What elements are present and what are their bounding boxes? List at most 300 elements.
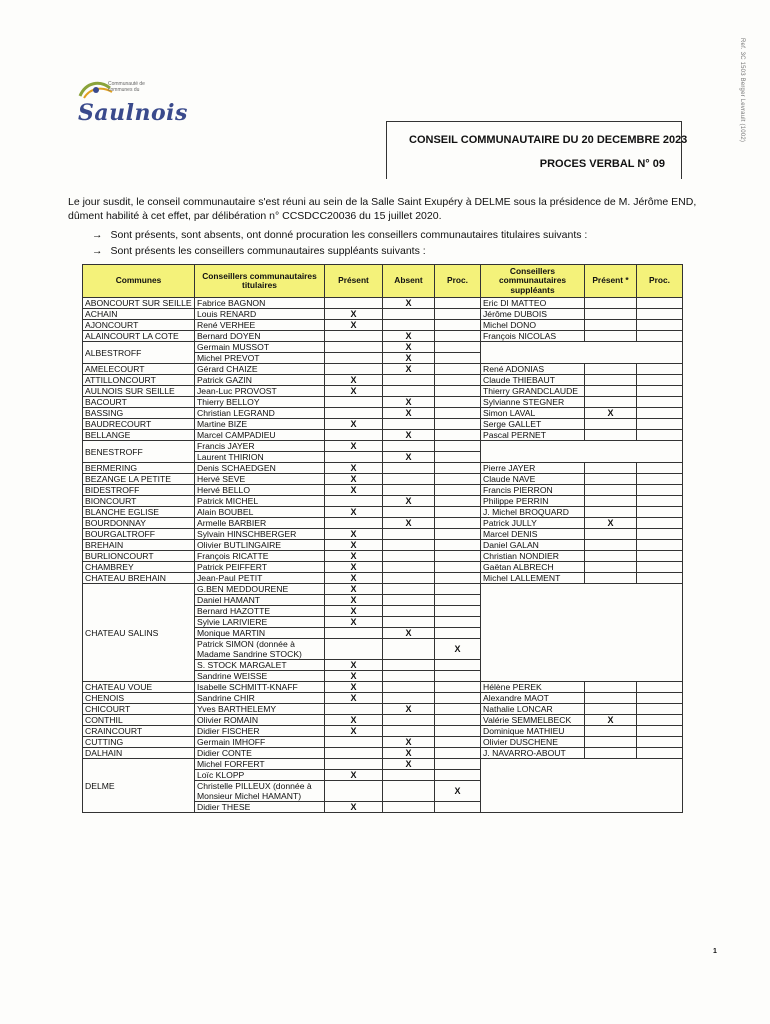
table-row <box>83 375 683 386</box>
suppleant-name-cell: Valérie SEMMELBECK <box>481 715 585 726</box>
present-mark-cell: X <box>325 375 383 386</box>
suppleant-present-cell <box>585 704 637 715</box>
proc-mark-cell <box>435 562 481 573</box>
titulaire-name-cell: Monique MARTIN <box>195 628 325 639</box>
absent-mark-cell <box>383 682 435 693</box>
commune-cell: CHATEAU BREHAIN <box>83 573 195 584</box>
titulaire-name-cell: Hervé BELLO <box>195 485 325 496</box>
absent-mark-cell <box>383 507 435 518</box>
titulaire-name-cell: S. STOCK MARGALET <box>195 660 325 671</box>
present-mark-cell: X <box>325 507 383 518</box>
suppleant-proc-cell <box>637 518 683 529</box>
suppleant-proc-cell <box>637 529 683 540</box>
suppleant-proc-cell <box>637 309 683 320</box>
proc-mark-cell <box>435 617 481 628</box>
absent-mark-cell <box>383 781 435 802</box>
logo-name: Saulnois <box>78 100 188 126</box>
titulaire-name-cell: Louis RENARD <box>195 309 325 320</box>
commune-cell: CRAINCOURT <box>83 726 195 737</box>
titulaire-name-cell: Sandrine CHIR <box>195 693 325 704</box>
proc-mark-cell <box>435 353 481 364</box>
suppleant-name-cell: J. NAVARRO-ABOUT <box>481 748 585 759</box>
suppleant-name-cell: Marcel DENIS <box>481 529 585 540</box>
suppleant-proc-cell <box>637 573 683 584</box>
commune-cell: BELLANGE <box>83 430 195 441</box>
suppleant-present-cell <box>585 430 637 441</box>
proc-mark-cell: X <box>435 639 481 660</box>
suppleant-present-cell <box>585 419 637 430</box>
proc-mark-cell <box>435 715 481 726</box>
proc-mark-cell <box>435 320 481 331</box>
proc-mark-cell <box>435 770 481 781</box>
proc-mark-cell <box>435 518 481 529</box>
titulaire-name-cell: Jean-Luc PROVOST <box>195 386 325 397</box>
present-mark-cell <box>325 353 383 364</box>
titulaire-name-cell: François RICATTE <box>195 551 325 562</box>
attendance-table <box>82 264 683 813</box>
suppleant-proc-cell <box>637 551 683 562</box>
proc-mark-cell <box>435 693 481 704</box>
suppleant-name-cell: Michel LALLEMENT <box>481 573 585 584</box>
absent-mark-cell: X <box>383 759 435 770</box>
absent-mark-cell: X <box>383 496 435 507</box>
suppleant-name-cell: Pascal PERNET <box>481 430 585 441</box>
absent-mark-cell <box>383 715 435 726</box>
commune-cell: BOURDONNAY <box>83 518 195 529</box>
suppleant-present-cell <box>585 298 637 309</box>
suppleant-proc-cell <box>637 562 683 573</box>
suppleant-name-cell: Dominique MATHIEU <box>481 726 585 737</box>
proc-mark-cell <box>435 802 481 813</box>
suppleant-present-cell <box>585 726 637 737</box>
page-number: 1 <box>713 948 717 955</box>
proc-mark-cell <box>435 606 481 617</box>
present-mark-cell <box>325 430 383 441</box>
titulaire-name-cell: Hervé SEVE <box>195 474 325 485</box>
titulaire-name-cell: Thierry BELLOY <box>195 397 325 408</box>
absent-mark-cell <box>383 802 435 813</box>
suppleant-name-cell: Sylvianne STEGNER <box>481 397 585 408</box>
present-mark-cell: X <box>325 474 383 485</box>
present-mark-cell <box>325 628 383 639</box>
absent-mark-cell: X <box>383 397 435 408</box>
present-mark-cell: X <box>325 540 383 551</box>
proc-mark-cell <box>435 452 481 463</box>
suppleant-present-cell <box>585 320 637 331</box>
suppleant-proc-cell <box>637 408 683 419</box>
header-sup-present: Présent * <box>585 265 637 298</box>
proc-mark-cell <box>435 309 481 320</box>
intro-paragraph: Le jour susdit, le conseil communautaire s'est réuni au sein de la Salle Saint Exupéry à DELME sous la présidence de M. Jérôme END, dûment habilité à cet effet, par délibération n° CCSDCC20036 du 15 juillet 2020. <box>68 196 697 222</box>
header-suppleants: Conseillers communautaires suppléants <box>481 265 585 298</box>
absent-mark-cell <box>383 573 435 584</box>
titulaire-name-cell: Armelle BARBIER <box>195 518 325 529</box>
proc-mark-cell <box>435 682 481 693</box>
absent-mark-cell: X <box>383 704 435 715</box>
titulaire-name-cell: Christelle PILLEUX (donnée à Monsieur Michel HAMANT) <box>195 781 325 802</box>
commune-cell: BACOURT <box>83 397 195 408</box>
suppleant-present-cell: X <box>585 715 637 726</box>
titulaire-name-cell: Patrick PEIFFERT <box>195 562 325 573</box>
titulaire-name-cell: Germain IMHOFF <box>195 737 325 748</box>
absent-mark-cell <box>383 320 435 331</box>
commune-cell: BIDESTROFF <box>83 485 195 496</box>
titulaire-name-cell: G.BEN MEDDOURENE <box>195 584 325 595</box>
arrow-icon: → <box>92 229 103 241</box>
table-row <box>83 693 683 704</box>
suppleant-name-cell: Patrick JULLY <box>481 518 585 529</box>
suppleant-present-cell <box>585 551 637 562</box>
suppleant-name-cell: Hélène PEREK <box>481 682 585 693</box>
suppleant-proc-cell <box>637 298 683 309</box>
table-row <box>83 331 683 342</box>
commune-cell: CHATEAU VOUE <box>83 682 195 693</box>
proc-mark-cell <box>435 551 481 562</box>
proc-mark-cell <box>435 430 481 441</box>
suppleant-empty-cell <box>481 584 683 682</box>
suppleant-present-cell <box>585 375 637 386</box>
header-proc: Proc. <box>435 265 481 298</box>
proc-mark-cell <box>435 671 481 682</box>
suppleant-proc-cell <box>637 693 683 704</box>
present-mark-cell: X <box>325 660 383 671</box>
suppleant-name-cell: Francis PIERRON <box>481 485 585 496</box>
header-present: Présent <box>325 265 383 298</box>
present-mark-cell: X <box>325 551 383 562</box>
present-mark-cell: X <box>325 606 383 617</box>
commune-cell: CHAMBREY <box>83 562 195 573</box>
proc-mark-cell <box>435 463 481 474</box>
commune-cell: BIONCOURT <box>83 496 195 507</box>
suppleant-empty-cell <box>481 441 683 463</box>
table-row <box>83 408 683 419</box>
present-mark-cell <box>325 496 383 507</box>
present-mark-cell <box>325 364 383 375</box>
absent-mark-cell: X <box>383 518 435 529</box>
suppleant-name-cell: Eric DI MATTEO <box>481 298 585 309</box>
proc-mark-cell <box>435 364 481 375</box>
suppleant-name-cell: Simon LAVAL <box>481 408 585 419</box>
proc-mark-cell <box>435 737 481 748</box>
titulaire-name-cell: Martine BIZE <box>195 419 325 430</box>
absent-mark-cell: X <box>383 298 435 309</box>
absent-mark-cell <box>383 693 435 704</box>
proc-mark-cell <box>435 474 481 485</box>
titulaire-name-cell: Gérard CHAIZE <box>195 364 325 375</box>
titulaire-name-cell: Laurent THIRION <box>195 452 325 463</box>
commune-cell: BURLIONCOURT <box>83 551 195 562</box>
commune-cell: BENESTROFF <box>83 441 195 463</box>
table-row <box>83 430 683 441</box>
proc-mark-cell <box>435 726 481 737</box>
present-mark-cell: X <box>325 485 383 496</box>
suppleant-name-cell: Claude NAVE <box>481 474 585 485</box>
table-row <box>83 496 683 507</box>
proc-mark-cell <box>435 485 481 496</box>
present-mark-cell <box>325 298 383 309</box>
table-row <box>83 441 683 452</box>
suppleant-proc-cell <box>637 364 683 375</box>
present-mark-cell <box>325 748 383 759</box>
commune-cell: CONTHIL <box>83 715 195 726</box>
table-row <box>83 748 683 759</box>
suppleant-present-cell: X <box>585 518 637 529</box>
proc-mark-cell <box>435 584 481 595</box>
present-mark-cell: X <box>325 693 383 704</box>
absent-mark-cell <box>383 485 435 496</box>
proc-mark-cell <box>435 441 481 452</box>
titulaire-name-cell: Bernard DOYEN <box>195 331 325 342</box>
titulaire-name-cell: René VERHEE <box>195 320 325 331</box>
saulnois-logo <box>76 78 186 128</box>
present-mark-cell <box>325 452 383 463</box>
proc-mark-cell <box>435 540 481 551</box>
absent-mark-cell: X <box>383 331 435 342</box>
titulaire-name-cell: Patrick MICHEL <box>195 496 325 507</box>
suppleant-name-cell: Nathalie LONCAR <box>481 704 585 715</box>
table-row <box>83 704 683 715</box>
present-mark-cell <box>325 759 383 770</box>
proc-mark-cell <box>435 759 481 770</box>
titulaire-name-cell: Yves BARTHELEMY <box>195 704 325 715</box>
proc-mark-cell <box>435 704 481 715</box>
titulaire-name-cell: Didier CONTE <box>195 748 325 759</box>
absent-mark-cell <box>383 419 435 430</box>
suppleant-present-cell <box>585 748 637 759</box>
absent-mark-cell <box>383 309 435 320</box>
present-mark-cell: X <box>325 562 383 573</box>
side-reference: Ref. 3C 1503 Berger Levrault (1002) <box>739 38 745 143</box>
table-row <box>83 474 683 485</box>
suppleant-name-cell: Philippe PERRIN <box>481 496 585 507</box>
titulaire-name-cell: Fabrice BAGNON <box>195 298 325 309</box>
titulaire-name-cell: Francis JAYER <box>195 441 325 452</box>
table-row <box>83 737 683 748</box>
arrow-line-titulaires <box>92 229 587 241</box>
proc-mark-cell <box>435 595 481 606</box>
table-row <box>83 419 683 430</box>
titulaire-name-cell: Michel PREVOT <box>195 353 325 364</box>
absent-mark-cell <box>383 441 435 452</box>
header-titulaires: Conseillers communautaires titulaires <box>195 265 325 298</box>
commune-cell: BLANCHE EGLISE <box>83 507 195 518</box>
suppleant-present-cell <box>585 562 637 573</box>
suppleant-name-cell: Daniel GALAN <box>481 540 585 551</box>
suppleant-proc-cell <box>637 320 683 331</box>
absent-mark-cell <box>383 671 435 682</box>
titulaire-name-cell: Didier THESE <box>195 802 325 813</box>
commune-cell: ALAINCOURT LA COTE <box>83 331 195 342</box>
titulaire-name-cell: Patrick GAZIN <box>195 375 325 386</box>
suppleant-proc-cell <box>637 715 683 726</box>
titulaire-name-cell: Bernard HAZOTTE <box>195 606 325 617</box>
commune-cell: DALHAIN <box>83 748 195 759</box>
suppleant-empty-cell <box>481 759 683 813</box>
titulaire-name-cell: Loïc KLOPP <box>195 770 325 781</box>
proc-mark-cell <box>435 748 481 759</box>
proc-mark-cell <box>435 529 481 540</box>
present-mark-cell: X <box>325 529 383 540</box>
table-row <box>83 320 683 331</box>
commune-cell: ALBESTROFF <box>83 342 195 364</box>
titulaire-name-cell: Isabelle SCHMITT-KNAFF <box>195 682 325 693</box>
proc-mark-cell <box>435 331 481 342</box>
suppleant-proc-cell <box>637 419 683 430</box>
commune-cell: CHENOIS <box>83 693 195 704</box>
absent-mark-cell <box>383 562 435 573</box>
titulaire-name-cell: Daniel HAMANT <box>195 595 325 606</box>
titulaire-name-cell: Sandrine WEISSE <box>195 671 325 682</box>
present-mark-cell: X <box>325 573 383 584</box>
titulaire-name-cell: Sylvain HINSCHBERGER <box>195 529 325 540</box>
suppleant-empty-cell <box>481 342 683 364</box>
titulaire-name-cell: Michel FORFERT <box>195 759 325 770</box>
present-mark-cell <box>325 704 383 715</box>
absent-mark-cell <box>383 540 435 551</box>
proc-mark-cell <box>435 628 481 639</box>
table-row <box>83 309 683 320</box>
suppleant-name-cell: Serge GALLET <box>481 419 585 430</box>
suppleant-proc-cell <box>637 386 683 397</box>
present-mark-cell: X <box>325 726 383 737</box>
present-mark-cell: X <box>325 463 383 474</box>
absent-mark-cell <box>383 770 435 781</box>
table-row <box>83 540 683 551</box>
suppleant-name-cell: René ADONIAS <box>481 364 585 375</box>
absent-mark-cell <box>383 595 435 606</box>
absent-mark-cell: X <box>383 342 435 353</box>
proc-mark-cell <box>435 408 481 419</box>
header-absent: Absent <box>383 265 435 298</box>
present-mark-cell <box>325 737 383 748</box>
header-sup-proc: Proc. <box>637 265 683 298</box>
present-mark-cell: X <box>325 682 383 693</box>
absent-mark-cell <box>383 375 435 386</box>
present-mark-cell <box>325 518 383 529</box>
suppleant-proc-cell <box>637 748 683 759</box>
suppleant-name-cell: J. Michel BROQUARD <box>481 507 585 518</box>
absent-mark-cell <box>383 617 435 628</box>
table-row <box>83 759 683 770</box>
title-box <box>386 121 688 179</box>
present-mark-cell: X <box>325 671 383 682</box>
suppleant-proc-cell <box>637 375 683 386</box>
suppleant-present-cell <box>585 397 637 408</box>
suppleant-proc-cell <box>637 507 683 518</box>
suppleant-proc-cell <box>637 397 683 408</box>
absent-mark-cell <box>383 726 435 737</box>
commune-cell: BOURGALTROFF <box>83 529 195 540</box>
table-row <box>83 529 683 540</box>
document-subtitle: PROCES VERBAL N° 09 <box>539 158 665 170</box>
suppleant-name-cell: Christian NONDIER <box>481 551 585 562</box>
suppleant-name-cell: Alexandre MAOT <box>481 693 585 704</box>
titulaire-name-cell: Sylvie LARIVIERE <box>195 617 325 628</box>
absent-mark-cell <box>383 529 435 540</box>
suppleant-proc-cell <box>637 331 683 342</box>
absent-mark-cell: X <box>383 408 435 419</box>
titulaire-name-cell: Olivier ROMAIN <box>195 715 325 726</box>
present-mark-cell <box>325 331 383 342</box>
proc-mark-cell <box>435 386 481 397</box>
present-mark-cell: X <box>325 770 383 781</box>
arrow-line-text: Sont présents les conseillers communautaires suppléants suivants : <box>110 245 426 257</box>
present-mark-cell: X <box>325 584 383 595</box>
table-row <box>83 507 683 518</box>
table-row <box>83 584 683 595</box>
titulaire-name-cell: Jean-Paul PETIT <box>195 573 325 584</box>
table-row <box>83 298 683 309</box>
absent-mark-cell <box>383 474 435 485</box>
absent-mark-cell: X <box>383 364 435 375</box>
absent-mark-cell: X <box>383 748 435 759</box>
suppleant-present-cell <box>585 463 637 474</box>
titulaire-name-cell: Germain MUSSOT <box>195 342 325 353</box>
commune-cell: AMELECOURT <box>83 364 195 375</box>
suppleant-name-cell: Claude THIEBAUT <box>481 375 585 386</box>
titulaire-name-cell: Alain BOUBEL <box>195 507 325 518</box>
titulaire-name-cell: Marcel CAMPADIEU <box>195 430 325 441</box>
present-mark-cell: X <box>325 441 383 452</box>
proc-mark-cell <box>435 507 481 518</box>
suppleant-name-cell: Pierre JAYER <box>481 463 585 474</box>
suppleant-present-cell <box>585 485 637 496</box>
commune-cell: ATTILLONCOURT <box>83 375 195 386</box>
titulaire-name-cell: Denis SCHAEDGEN <box>195 463 325 474</box>
suppleant-name-cell: Thierry GRANDCLAUDE <box>481 386 585 397</box>
table-row <box>83 386 683 397</box>
present-mark-cell: X <box>325 802 383 813</box>
table-row <box>83 715 683 726</box>
proc-mark-cell <box>435 419 481 430</box>
absent-mark-cell <box>383 639 435 660</box>
suppleant-name-cell: Michel DONO <box>481 320 585 331</box>
commune-cell: BERMERING <box>83 463 195 474</box>
suppleant-proc-cell <box>637 474 683 485</box>
suppleant-present-cell <box>585 364 637 375</box>
table-row <box>83 562 683 573</box>
present-mark-cell <box>325 342 383 353</box>
absent-mark-cell: X <box>383 628 435 639</box>
proc-mark-cell <box>435 573 481 584</box>
commune-cell: BASSING <box>83 408 195 419</box>
commune-cell: BREHAIN <box>83 540 195 551</box>
absent-mark-cell: X <box>383 737 435 748</box>
present-mark-cell: X <box>325 386 383 397</box>
table-row <box>83 485 683 496</box>
table-row <box>83 364 683 375</box>
present-mark-cell: X <box>325 320 383 331</box>
suppleant-present-cell <box>585 331 637 342</box>
present-mark-cell <box>325 639 383 660</box>
suppleant-name-cell: Gaëtan ALBRECH <box>481 562 585 573</box>
commune-cell: BAUDRECOURT <box>83 419 195 430</box>
table-row <box>83 573 683 584</box>
table-row <box>83 397 683 408</box>
suppleant-proc-cell <box>637 737 683 748</box>
absent-mark-cell <box>383 584 435 595</box>
present-mark-cell: X <box>325 595 383 606</box>
arrow-line-text: Sont présents, sont absents, ont donné procuration les conseillers communautaires titulaires suivants : <box>110 229 588 241</box>
suppleant-present-cell <box>585 309 637 320</box>
commune-cell: AULNOIS SUR SEILLE <box>83 386 195 397</box>
commune-cell: BEZANGE LA PETITE <box>83 474 195 485</box>
titulaire-name-cell: Didier FISCHER <box>195 726 325 737</box>
commune-cell: CUTTING <box>83 737 195 748</box>
present-mark-cell <box>325 408 383 419</box>
table-row <box>83 682 683 693</box>
titulaire-name-cell: Christian LEGRAND <box>195 408 325 419</box>
